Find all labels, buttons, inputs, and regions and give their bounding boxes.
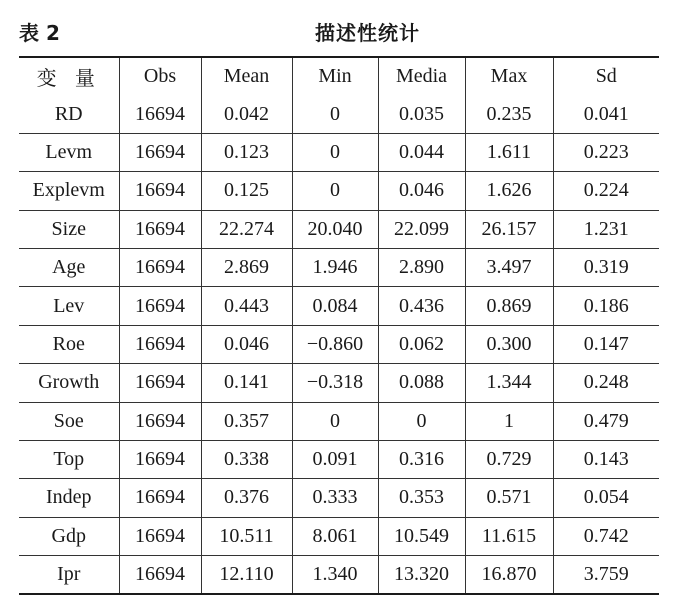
cell-sd: 0.143: [553, 440, 659, 478]
cell-mean: 22.274: [201, 210, 292, 248]
cell-median: 13.320: [378, 556, 465, 595]
table-row: [19, 172, 659, 210]
cell-obs: 16694: [119, 95, 201, 133]
cell-max: 1.626: [465, 172, 553, 210]
column-header-mean: Mean: [201, 57, 292, 95]
cell-variable: Levm: [19, 133, 119, 171]
cell-median: 0.035: [378, 95, 465, 133]
table-row: [19, 248, 659, 286]
column-header-obs: Obs: [119, 57, 201, 95]
cell-obs: 16694: [119, 325, 201, 363]
cell-variable: Size: [19, 210, 119, 248]
cell-max: 1.611: [465, 133, 553, 171]
cell-mean: 0.338: [201, 440, 292, 478]
cell-sd: 0.319: [553, 248, 659, 286]
cell-median: 0.316: [378, 440, 465, 478]
cell-variable: Gdp: [19, 517, 119, 555]
cell-min: 20.040: [292, 210, 378, 248]
column-header-max: Max: [465, 57, 553, 95]
cell-sd: 0.224: [553, 172, 659, 210]
cell-sd: 1.231: [553, 210, 659, 248]
cell-median: 0.088: [378, 364, 465, 402]
cell-mean: 12.110: [201, 556, 292, 595]
descriptive-statistics-table: [19, 56, 659, 595]
cell-obs: 16694: [119, 556, 201, 595]
cell-mean: 0.141: [201, 364, 292, 402]
cell-max: 16.870: [465, 556, 553, 595]
cell-median: 0.353: [378, 479, 465, 517]
cell-mean: 0.443: [201, 287, 292, 325]
cell-variable: RD: [54, 102, 83, 125]
table-row: [19, 210, 659, 248]
cell-median: 10.549: [378, 517, 465, 555]
table-row: [19, 325, 659, 363]
cell-obs: 16694: [119, 248, 201, 286]
cell-variable: Explevm: [19, 172, 119, 210]
cell-mean: 0.042: [201, 95, 292, 133]
cell-min: 8.061: [292, 517, 378, 555]
cell-max: 11.615: [465, 517, 553, 555]
cell-min: 0: [292, 95, 378, 133]
cell-obs: 16694: [119, 440, 201, 478]
table-row: [19, 556, 659, 595]
cell-mean: 0.123: [201, 133, 292, 171]
table-row: [19, 479, 659, 517]
table-row: [19, 287, 659, 325]
cell-sd: 0.147: [553, 325, 659, 363]
cell-max: 26.157: [465, 210, 553, 248]
cell-max: 0.729: [465, 440, 553, 478]
cell-min: 0: [292, 172, 378, 210]
cell-min: 0: [292, 402, 378, 440]
table-row: [19, 95, 659, 133]
cell-variable: Growth: [19, 364, 119, 402]
cell-min: −0.318: [292, 364, 378, 402]
cell-max: 0.235: [465, 95, 553, 133]
cell-variable: Top: [19, 440, 119, 478]
cell-mean: 0.357: [201, 402, 292, 440]
table-number: 表 2: [19, 21, 60, 45]
table-caption: [19, 18, 659, 52]
cell-min: 0.333: [292, 479, 378, 517]
cell-obs: 16694: [119, 517, 201, 555]
cell-median: 2.890: [378, 248, 465, 286]
cell-obs: 16694: [119, 364, 201, 402]
cell-min: −0.860: [292, 325, 378, 363]
cell-sd: 0.041: [553, 95, 659, 133]
cell-variable: Age: [19, 248, 119, 286]
table-title: 描述性统计: [315, 21, 420, 45]
cell-max: 0.571: [465, 479, 553, 517]
cell-min: 1.340: [292, 556, 378, 595]
cell-variable: Ipr: [19, 556, 119, 595]
cell-sd: 0.479: [553, 402, 659, 440]
column-header-median: Media: [378, 57, 465, 95]
cell-obs: 16694: [119, 287, 201, 325]
table-row: [19, 402, 659, 440]
cell-sd: 0.186: [553, 287, 659, 325]
table-row: [19, 517, 659, 555]
cell-obs: 16694: [119, 210, 201, 248]
cell-median: 0.044: [378, 133, 465, 171]
cell-sd: 0.248: [553, 364, 659, 402]
cell-mean: 0.046: [201, 325, 292, 363]
cell-median: 0.062: [378, 325, 465, 363]
table-row: [19, 364, 659, 402]
column-header-variable: 变 量: [36, 66, 101, 91]
table-body: [19, 95, 659, 594]
cell-max: 1.344: [465, 364, 553, 402]
cell-obs: 16694: [119, 172, 201, 210]
cell-median: 0.436: [378, 287, 465, 325]
cell-sd: 0.054: [553, 479, 659, 517]
cell-variable: Indep: [19, 479, 119, 517]
cell-mean: 0.376: [201, 479, 292, 517]
cell-min: 0.091: [292, 440, 378, 478]
cell-sd: 3.759: [553, 556, 659, 595]
cell-obs: 16694: [119, 402, 201, 440]
cell-sd: 0.742: [553, 517, 659, 555]
cell-mean: 0.125: [201, 172, 292, 210]
cell-median: 0.046: [378, 172, 465, 210]
cell-min: 1.946: [292, 248, 378, 286]
cell-max: 1: [465, 402, 553, 440]
cell-mean: 10.511: [201, 517, 292, 555]
cell-variable: Lev: [19, 287, 119, 325]
cell-min: 0.084: [292, 287, 378, 325]
cell-max: 0.300: [465, 325, 553, 363]
table-header-row: [19, 57, 659, 95]
cell-max: 0.869: [465, 287, 553, 325]
cell-variable: Roe: [19, 325, 119, 363]
column-header-sd: Sd: [553, 57, 659, 95]
table-row: [19, 440, 659, 478]
cell-obs: 16694: [119, 133, 201, 171]
cell-sd: 0.223: [553, 133, 659, 171]
cell-max: 3.497: [465, 248, 553, 286]
cell-median: 0: [378, 402, 465, 440]
cell-mean: 2.869: [201, 248, 292, 286]
cell-median: 22.099: [378, 210, 465, 248]
table-row: [19, 133, 659, 171]
cell-min: 0: [292, 133, 378, 171]
cell-obs: 16694: [119, 479, 201, 517]
cell-variable: Soe: [19, 402, 119, 440]
column-header-min: Min: [292, 57, 378, 95]
